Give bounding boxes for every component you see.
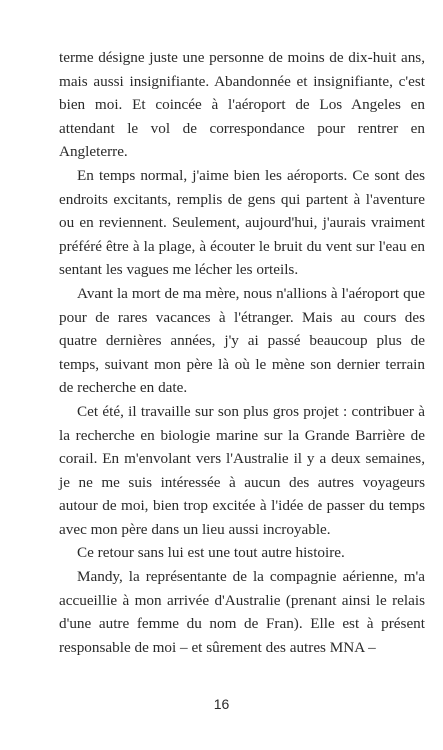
paragraph-airports: En temps normal, j'aime bien les aéroports. Ce sont des endroits excitants, remplis de gens qui partent à l'aventure ou en reviennent. Seulement, aujourd'hui, j'aurais vraiment préféré être à la plage, à écouter le bruit du vent sur l'eau en sentant les vagues me lécher les orteils. <box>59 166 425 279</box>
paragraph-continuation: terme désigne juste une personne de moins de dix-huit ans, mais aussi insignifiante. Abandonnée et insignifiante, c'est bien moi. Et coincée à l'aéroport de Los Angeles en attendant le vol de correspondance pour rentrer en Angleterre. <box>59 49 425 161</box>
paragraph-summer-project: Cet été, il travaille sur son plus gros projet : contribuer à la recherche en biologie marine sur la Grande Barrière de corail. En m'envolant vers l'Australie il y a deux semaines, je ne me suis intéressée à aucun des autres voyageurs autour de moi, bien trop excitée à l'idée de passer du temps avec mon père dans un lieu aussi incroyable. <box>59 402 425 538</box>
page-number: 16 <box>213 696 230 712</box>
paragraph-mother: Avant la mort de ma mère, nous n'allions à l'aéroport que pour de rares vacances à l'étranger. Mais au cours des quatre dernières années, j'y ai passé beaucoup plus de temps, suivant mon père là où le mène son dernier terrain de recherche en date. <box>59 284 425 397</box>
paragraph-mandy: Mandy, la représentante de la compagnie aérienne, m'a accueillie à mon arrivée d'Australie (prenant ainsi le relais d'une autre femme du nom de Fran). Elle est à présent responsable de moi – et sûrement des autres MNA – <box>59 568 425 656</box>
body-text <box>59 46 425 659</box>
paragraph-return: Ce retour sans lui est une tout autre histoire. <box>77 544 345 562</box>
